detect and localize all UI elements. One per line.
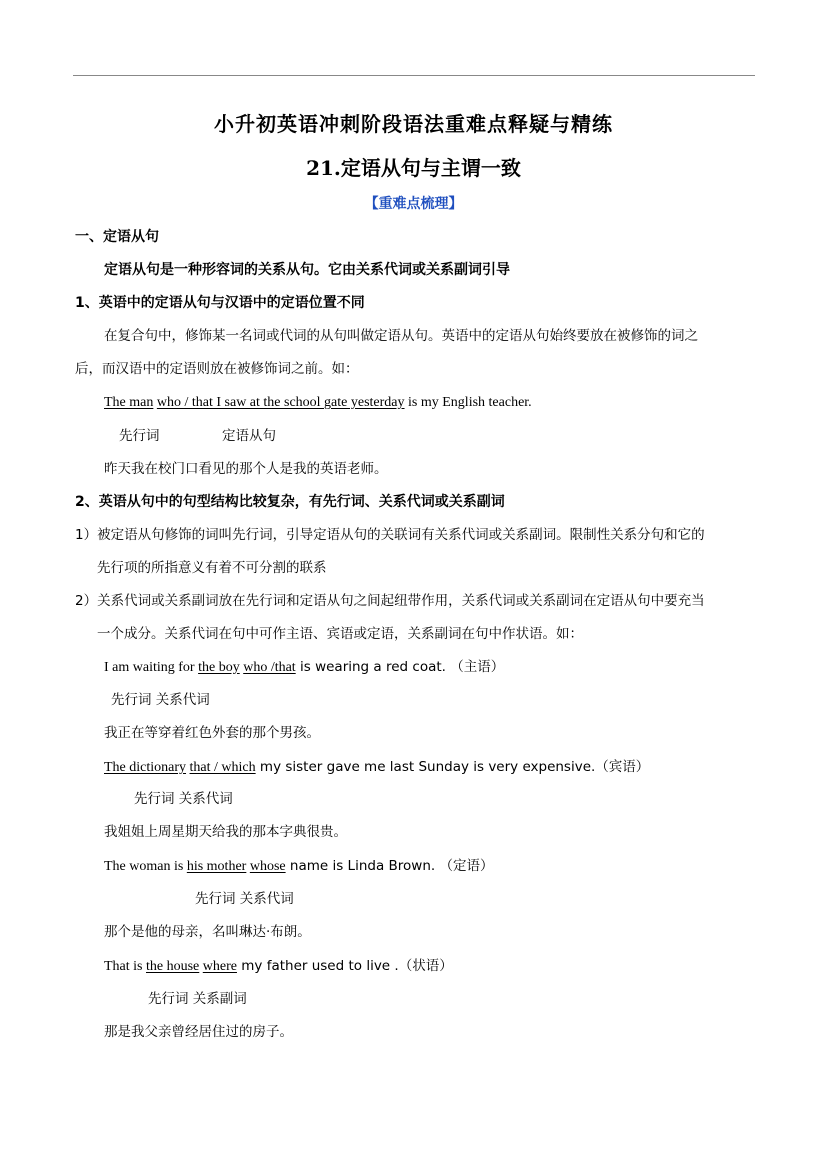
paragraph-text: 在复合句中，修饰某一名词或代词的从句叫做定语从句。英语中的定语从句始终要放在被修饰的词之 [104, 328, 698, 344]
antecedent: the boy [198, 660, 240, 675]
relative-clause: who / that I saw at the school gate yesterday [156, 395, 405, 410]
example-translation: 那个是他的母亲，名叫琳达·布朗。 [104, 924, 311, 940]
point-heading-2: 2、英语从句中的句型结构比较复杂，有先行词、关系代词或关系副词 [75, 494, 505, 510]
paragraph-text: 后，而汉语中的定语则放在被修饰词之前。如： [75, 361, 359, 377]
page-title: 小升初英语冲刺阶段语法重难点释疑与精练 [214, 112, 613, 136]
example-sentence: The woman is his mother whose name is Linda Brown. （定语） [104, 858, 494, 874]
list-item-cont: 先行项的所指意义有着不可分割的联系 [97, 560, 327, 576]
relative-word: whose [249, 859, 286, 874]
section-intro: 定语从句是一种形容词的关系从句。它由关系代词或关系副词引导 [104, 262, 510, 278]
list-item-cont: 一个成分。关系代词在句中可作主语、宾语或定语，关系副词在句中作状语。如： [97, 626, 583, 642]
list-item: 2）关系代词或关系副词放在先行词和定语从句之间起纽带作用，关系代词或关系副词在定语从句中要充当 [75, 593, 705, 609]
example-translation: 昨天我在校门口看见的那个人是我的英语老师。 [104, 461, 388, 477]
antecedent: his mother [186, 859, 247, 874]
example-label: 先行词 [119, 428, 160, 444]
section-tag: 【重难点梳理】 [364, 196, 463, 212]
example-sentence: The dictionary that / which my sister gave me last Sunday is very expensive.（宾语） [104, 759, 650, 775]
header-rule [73, 75, 755, 76]
list-item: 1）被定语从句修饰的词叫先行词，引导定语从句的关联词有关系代词或关系副词。限制性关系分句和它的 [75, 527, 705, 543]
example-label: 定语从句 [222, 428, 276, 444]
relative-word: that / which [189, 760, 256, 775]
antecedent: The dictionary [104, 760, 187, 775]
section-heading: 一、定语从句 [75, 229, 159, 245]
point-heading-1: 1、英语中的定语从句与汉语中的定语位置不同 [75, 295, 365, 311]
example-translation: 我正在等穿着红色外套的那个男孩。 [104, 725, 320, 741]
antecedent: the house [146, 959, 200, 974]
example-label: 先行词 关系副词 [148, 991, 247, 1007]
relative-word: where [202, 959, 237, 974]
example-sentence: The man who / that I saw at the school gate yesterday is my English teacher. [104, 395, 532, 410]
antecedent: The man [104, 395, 154, 410]
example-sentence: I am waiting for the boy who /that is wearing a red coat. （主语） [104, 659, 505, 675]
example-translation: 我姐姐上周星期天给我的那本字典很贵。 [104, 824, 347, 840]
page-subtitle: 21.定语从句与主谓一致 [306, 156, 521, 180]
example-label: 先行词 关系代词 [134, 791, 233, 807]
relative-word: who /that [243, 660, 296, 675]
example-sentence: That is the house where my father used to live .（状语） [104, 958, 453, 974]
example-translation: 那是我父亲曾经居住过的房子。 [104, 1024, 293, 1040]
example-label: 先行词 关系代词 [111, 692, 210, 708]
example-label: 先行词 关系代词 [195, 891, 294, 907]
